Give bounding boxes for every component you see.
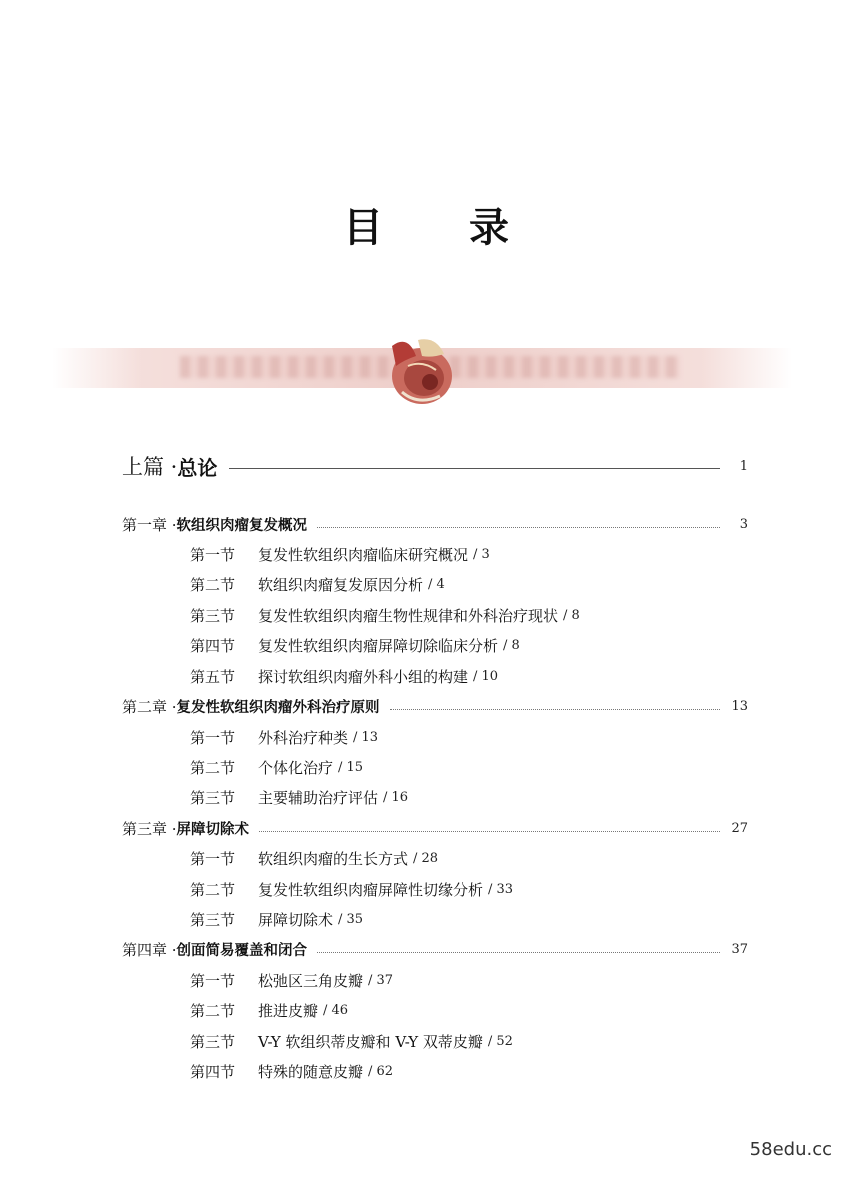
chapter-name: 复发性软组织肉瘤外科治疗原则 xyxy=(176,700,380,716)
section-page-number: / 46 xyxy=(323,1003,349,1019)
section-page-number: / 4 xyxy=(428,577,445,593)
section-entry[interactable] xyxy=(190,635,520,657)
chapter-prefix: 第二章 · xyxy=(122,698,177,716)
section-title: 复发性软组织肉瘤屏障切除临床分析 xyxy=(258,637,499,656)
section-entry[interactable] xyxy=(190,878,513,900)
section-page-number: / 28 xyxy=(413,851,439,867)
section-entry[interactable] xyxy=(190,909,363,931)
section-page-number: / 37 xyxy=(368,972,394,988)
chapter-prefix: 第一章 · xyxy=(122,515,177,534)
section-entry[interactable] xyxy=(190,1030,513,1052)
section-entry[interactable] xyxy=(190,544,490,566)
section-entry[interactable] xyxy=(190,787,408,809)
chapter-prefix: 第四章 · xyxy=(122,941,177,960)
part-page-number: 1 xyxy=(739,458,748,474)
section-number: 第一节 xyxy=(190,971,236,990)
section-page-number: / 35 xyxy=(338,912,364,927)
section-title: 主要辅助治疗评估 xyxy=(258,789,379,808)
chapter-page-number: 3 xyxy=(739,516,748,532)
chapter-name: 软组织肉瘤复发概况 xyxy=(176,517,308,534)
section-page-number: / 62 xyxy=(368,1064,394,1080)
chapter-page-number: 13 xyxy=(731,699,748,714)
section-page-number: / 13 xyxy=(353,729,379,745)
section-number: 第二节 xyxy=(190,880,236,899)
section-number: 第一节 xyxy=(190,850,236,869)
chapter-page-number: 37 xyxy=(731,942,748,958)
section-entry[interactable] xyxy=(190,726,378,748)
section-title: 软组织肉瘤的生长方式 xyxy=(258,850,409,869)
chapter-page-number: 27 xyxy=(731,820,748,836)
section-number: 第三节 xyxy=(190,606,236,625)
chapter-name: 屏障切除术 xyxy=(176,821,250,838)
section-title: 探讨软组织肉瘤外科小组的构建 xyxy=(258,667,469,686)
section-title: 外科治疗种类 xyxy=(258,728,349,747)
section-entry[interactable] xyxy=(190,848,438,870)
section-title: 松弛区三角皮瓣 xyxy=(258,971,364,990)
section-entry[interactable] xyxy=(190,665,498,687)
section-number: 第二节 xyxy=(190,1002,236,1021)
watermark: 58edu.cc xyxy=(749,1139,832,1160)
section-number: 第三节 xyxy=(190,911,236,929)
section-number: 第四节 xyxy=(190,1063,236,1082)
section-entry[interactable] xyxy=(190,1000,348,1022)
section-title: 软组织肉瘤复发原因分析 xyxy=(258,576,424,595)
section-number: 第二节 xyxy=(190,576,236,595)
section-title: 屏障切除术 xyxy=(258,911,334,929)
section-number: 第三节 xyxy=(190,789,236,808)
section-number: 第一节 xyxy=(190,546,236,564)
section-title: 复发性软组织肉瘤生物性规律和外科治疗现状 xyxy=(258,606,559,625)
chapter-prefix: 第三章 · xyxy=(122,819,177,838)
section-number: 第三节 xyxy=(190,1032,236,1051)
section-entry[interactable] xyxy=(190,604,580,626)
page-title: 目 录 xyxy=(343,204,545,251)
chapter-name: 创面简易覆盖和闭合 xyxy=(176,943,308,960)
section-entry[interactable] xyxy=(190,969,393,991)
leader-dots xyxy=(390,709,720,710)
section-page-number: / 15 xyxy=(338,759,364,775)
section-page-number: / 16 xyxy=(383,790,409,806)
section-page-number: / 8 xyxy=(503,638,520,654)
section-title: 特殊的随意皮瓣 xyxy=(258,1063,364,1082)
section-number: 第二节 xyxy=(190,758,236,777)
leader-dots xyxy=(317,527,720,528)
section-title: 复发性软组织肉瘤屏障性切缘分析 xyxy=(258,880,484,899)
section-title: V-Y 软组织蒂皮瓣和 V-Y 双蒂皮瓣 xyxy=(258,1032,483,1051)
leader-dots xyxy=(259,831,720,832)
section-page-number: / 52 xyxy=(487,1033,513,1049)
section-number: 第五节 xyxy=(190,667,236,686)
part-prefix: 上篇 · xyxy=(122,455,178,479)
part-entry[interactable] xyxy=(122,452,748,480)
section-entry[interactable] xyxy=(190,574,445,596)
chapter-entry[interactable] xyxy=(122,817,748,839)
section-page-number: / 8 xyxy=(563,607,580,623)
section-page-number: / 33 xyxy=(488,881,514,897)
section-title: 个体化治疗 xyxy=(258,758,334,777)
chapter-entry[interactable] xyxy=(122,513,748,535)
section-title: 推进皮瓣 xyxy=(258,1002,319,1021)
section-entry[interactable] xyxy=(190,756,363,778)
section-number: 第四节 xyxy=(190,637,236,656)
section-page-number: / 3 xyxy=(473,547,490,562)
leader-line xyxy=(229,468,720,469)
section-title: 复发性软组织肉瘤临床研究概况 xyxy=(258,546,469,564)
leader-dots xyxy=(317,952,720,953)
section-page-number: / 10 xyxy=(473,668,499,684)
chapter-entry[interactable] xyxy=(122,696,748,718)
section-number: 第一节 xyxy=(190,728,236,747)
part-name: 总论 xyxy=(177,455,218,480)
section-entry[interactable] xyxy=(190,1061,393,1083)
chapter-entry[interactable] xyxy=(122,939,748,961)
